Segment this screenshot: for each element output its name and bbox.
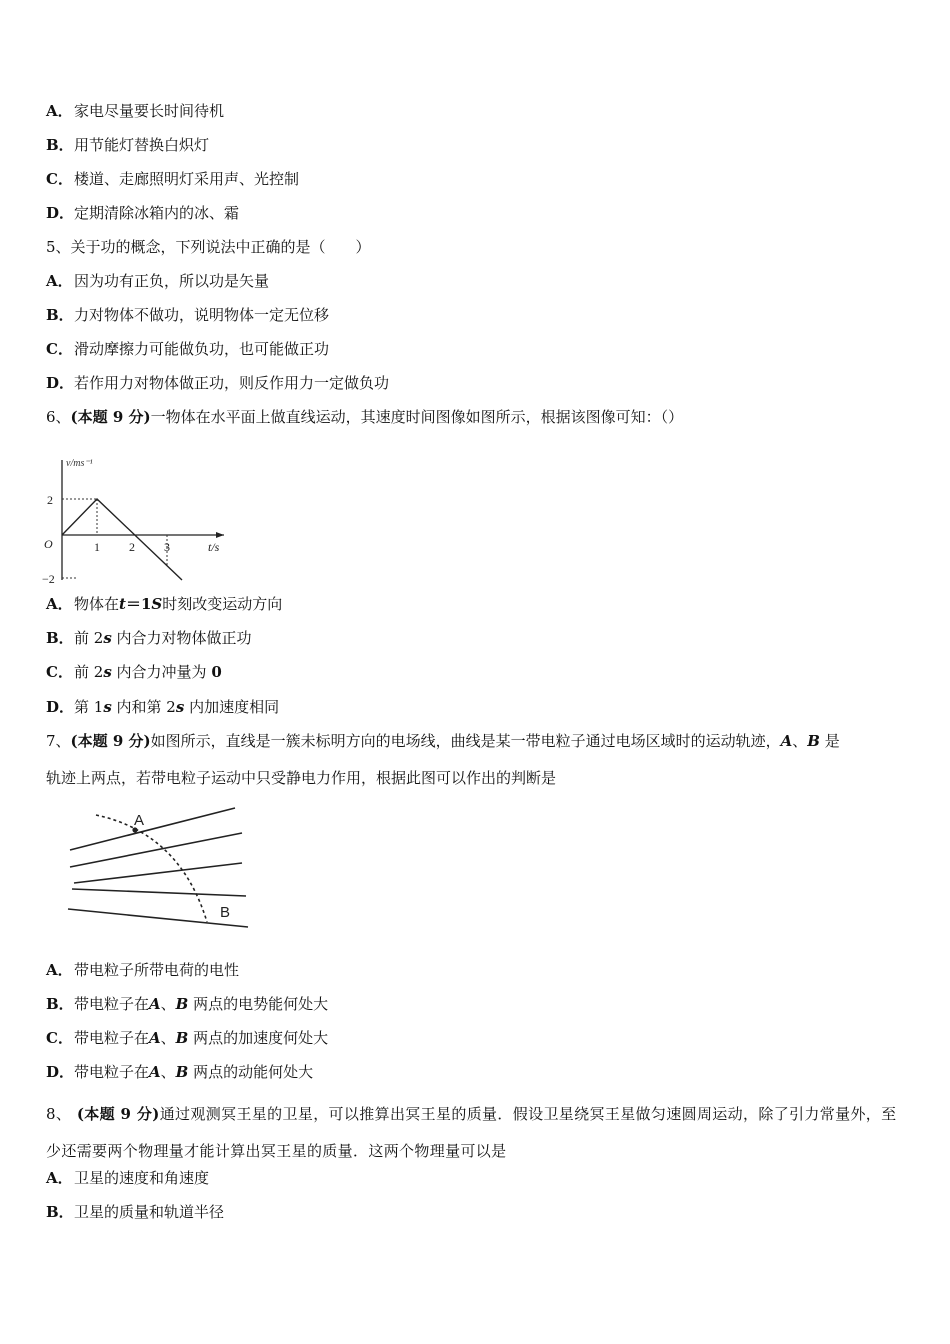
q8-option-a xyxy=(46,1168,209,1188)
option-label: C． xyxy=(46,340,73,358)
x-axis-label: t/s xyxy=(208,540,220,554)
velocity-time-graph xyxy=(38,452,228,587)
option-label: C． xyxy=(46,170,73,188)
option-text: 内和第 2 xyxy=(111,698,176,716)
point-a-ref: A xyxy=(149,1029,161,1047)
stem-text: 通过观测冥王星的卫星，可以推算出冥王星的质量．假设卫星绕冥王星做匀速圆周运动，除了引力常量外，至少还需要两个物理量才能计算出冥王星的质量．这两个物理量可以是 xyxy=(46,1105,897,1160)
option-text: 用节能灯替换白炽灯 xyxy=(74,136,210,154)
q5-stem: 5、关于功的概念，下列说法中正确的是（ ） xyxy=(46,238,371,256)
option-text: 前 2 xyxy=(74,629,104,647)
question-number: 7、 xyxy=(46,732,71,750)
unit-s: s xyxy=(103,629,112,647)
separator: 、 xyxy=(160,1029,176,1047)
option-label: B． xyxy=(46,136,74,154)
x-tick-3: 3 xyxy=(164,540,170,554)
option-text: 楼道、走廊照明灯采用声、光控制 xyxy=(74,170,300,188)
separator: 、 xyxy=(160,995,176,1013)
option-text: 内合力对物体做正功 xyxy=(111,629,252,647)
option-text: 卫星的质量和轨道半径 xyxy=(74,1203,225,1221)
option-value: 0 xyxy=(211,663,222,681)
q7-stem-line2: 轨迹上两点，若带电粒子运动中只受静电力作用，根据此图可以作出的判断是 xyxy=(46,769,557,787)
separator: 、 xyxy=(792,732,808,750)
option-text: 带电粒子在 xyxy=(74,1063,150,1081)
electric-field-diagram xyxy=(60,805,260,935)
option-label: D． xyxy=(46,1063,75,1081)
q8-stem xyxy=(46,1096,908,1170)
option-text: 内合力冲量为 xyxy=(111,663,212,681)
unit-s: S xyxy=(151,595,163,613)
option-text: 带电粒子在 xyxy=(74,1029,150,1047)
stem-text: 是 xyxy=(819,732,840,750)
option-text: 带电粒子所带电荷的电性 xyxy=(74,961,240,979)
option-label: B． xyxy=(46,1203,74,1221)
x-axis-arrow xyxy=(216,532,224,538)
option-text: 两点的加速度何处大 xyxy=(188,1029,329,1047)
stem-text: 一物体在水平面上做直线运动，其速度时间图像如图所示，根据该图像可知：（） xyxy=(150,408,684,426)
field-line-3 xyxy=(74,863,242,883)
q4-option-b xyxy=(46,135,209,155)
option-label: B． xyxy=(46,629,74,647)
score-tag: (本题 9 分) xyxy=(70,732,151,750)
option-text: 卫星的速度和角速度 xyxy=(74,1169,210,1187)
q4-option-c xyxy=(46,169,299,189)
unit-s: s xyxy=(103,663,112,681)
x-tick-2: 2 xyxy=(129,540,135,554)
option-text: 第 1 xyxy=(74,698,104,716)
q5-option-a xyxy=(46,271,269,291)
option-text: 内加速度相同 xyxy=(184,698,280,716)
option-text: 两点的电势能何处大 xyxy=(188,995,329,1013)
option-label: A． xyxy=(46,1169,73,1187)
q6-option-a xyxy=(46,594,282,614)
option-text: 因为功有正负，所以功是矢量 xyxy=(74,272,270,290)
x-tick-1: 1 xyxy=(94,540,100,554)
point-a-ref: A xyxy=(149,1063,161,1081)
option-label: D． xyxy=(46,204,75,222)
point-b-ref: B xyxy=(807,732,820,750)
point-a-ref: A xyxy=(780,732,793,750)
field-line-1 xyxy=(70,808,235,850)
q6-option-c xyxy=(46,662,222,682)
q7-stem-line1 xyxy=(46,731,840,751)
origin-label: O xyxy=(44,537,53,551)
option-label: C． xyxy=(46,1029,73,1047)
q4-option-d xyxy=(46,203,239,223)
q6-option-b xyxy=(46,628,252,648)
variable-t: t xyxy=(119,595,126,613)
option-label: A． xyxy=(46,102,73,120)
point-b-ref: B xyxy=(175,1029,189,1047)
y-tick-neg2: −2 xyxy=(42,572,55,586)
score-tag: (本题 9 分) xyxy=(70,408,151,426)
q7-option-d xyxy=(46,1062,313,1082)
separator: 、 xyxy=(160,1063,176,1081)
option-text: 滑动摩擦力可能做负功，也可能做正功 xyxy=(74,340,330,358)
option-label: A． xyxy=(46,595,73,613)
option-text: 力对物体不做功，说明物体一定无位移 xyxy=(74,306,330,324)
point-b-ref: B xyxy=(175,1063,189,1081)
q5-option-b xyxy=(46,305,329,325)
option-text: 定期清除冰箱内的冰、霜 xyxy=(74,204,240,222)
field-line-4 xyxy=(72,889,246,896)
option-label: B． xyxy=(46,995,74,1013)
q5-option-c xyxy=(46,339,329,359)
option-label: A． xyxy=(46,961,73,979)
point-b-ref: B xyxy=(175,995,189,1013)
option-text: ＝1 xyxy=(125,595,152,613)
field-line-2 xyxy=(70,833,242,867)
option-text: 时刻改变运动方向 xyxy=(162,595,283,613)
q8-option-b xyxy=(46,1202,224,1222)
option-text: 物体在 xyxy=(74,595,120,613)
option-text: 若作用力对物体做正功，则反作用力一定做负功 xyxy=(74,374,390,392)
score-tag: (本题 9 分) xyxy=(71,1105,160,1123)
option-text: 前 2 xyxy=(74,663,104,681)
option-text: 家电尽量要长时间待机 xyxy=(74,102,225,120)
question-number: 6、 xyxy=(46,408,71,426)
q6-stem xyxy=(46,407,683,427)
option-label: C． xyxy=(46,663,73,681)
q5-option-d xyxy=(46,373,389,393)
y-tick-2: 2 xyxy=(47,493,53,507)
q7-option-b xyxy=(46,994,328,1014)
q7-option-c xyxy=(46,1028,328,1048)
option-label: A． xyxy=(46,272,73,290)
unit-s: s xyxy=(103,698,112,716)
option-text: 带电粒子在 xyxy=(74,995,150,1013)
point-b-label: B xyxy=(220,904,231,921)
q6-option-d xyxy=(46,697,279,717)
y-axis-label: v/ms⁻¹ xyxy=(66,458,93,469)
option-label: D． xyxy=(46,374,75,392)
option-label: B． xyxy=(46,306,74,324)
q4-option-a xyxy=(46,101,224,121)
q7-option-a xyxy=(46,960,239,980)
option-label: D． xyxy=(46,698,75,716)
question-number: 8、 xyxy=(46,1105,72,1123)
unit-s: s xyxy=(175,698,185,716)
point-a-label: A xyxy=(134,812,145,829)
stem-text: 如图所示，直线是一簇未标明方向的电场线，曲线是某一带电粒子通过电场区域时的运动轨迹， xyxy=(150,732,781,750)
point-a-ref: A xyxy=(149,995,161,1013)
option-text: 两点的动能何处大 xyxy=(188,1063,314,1081)
